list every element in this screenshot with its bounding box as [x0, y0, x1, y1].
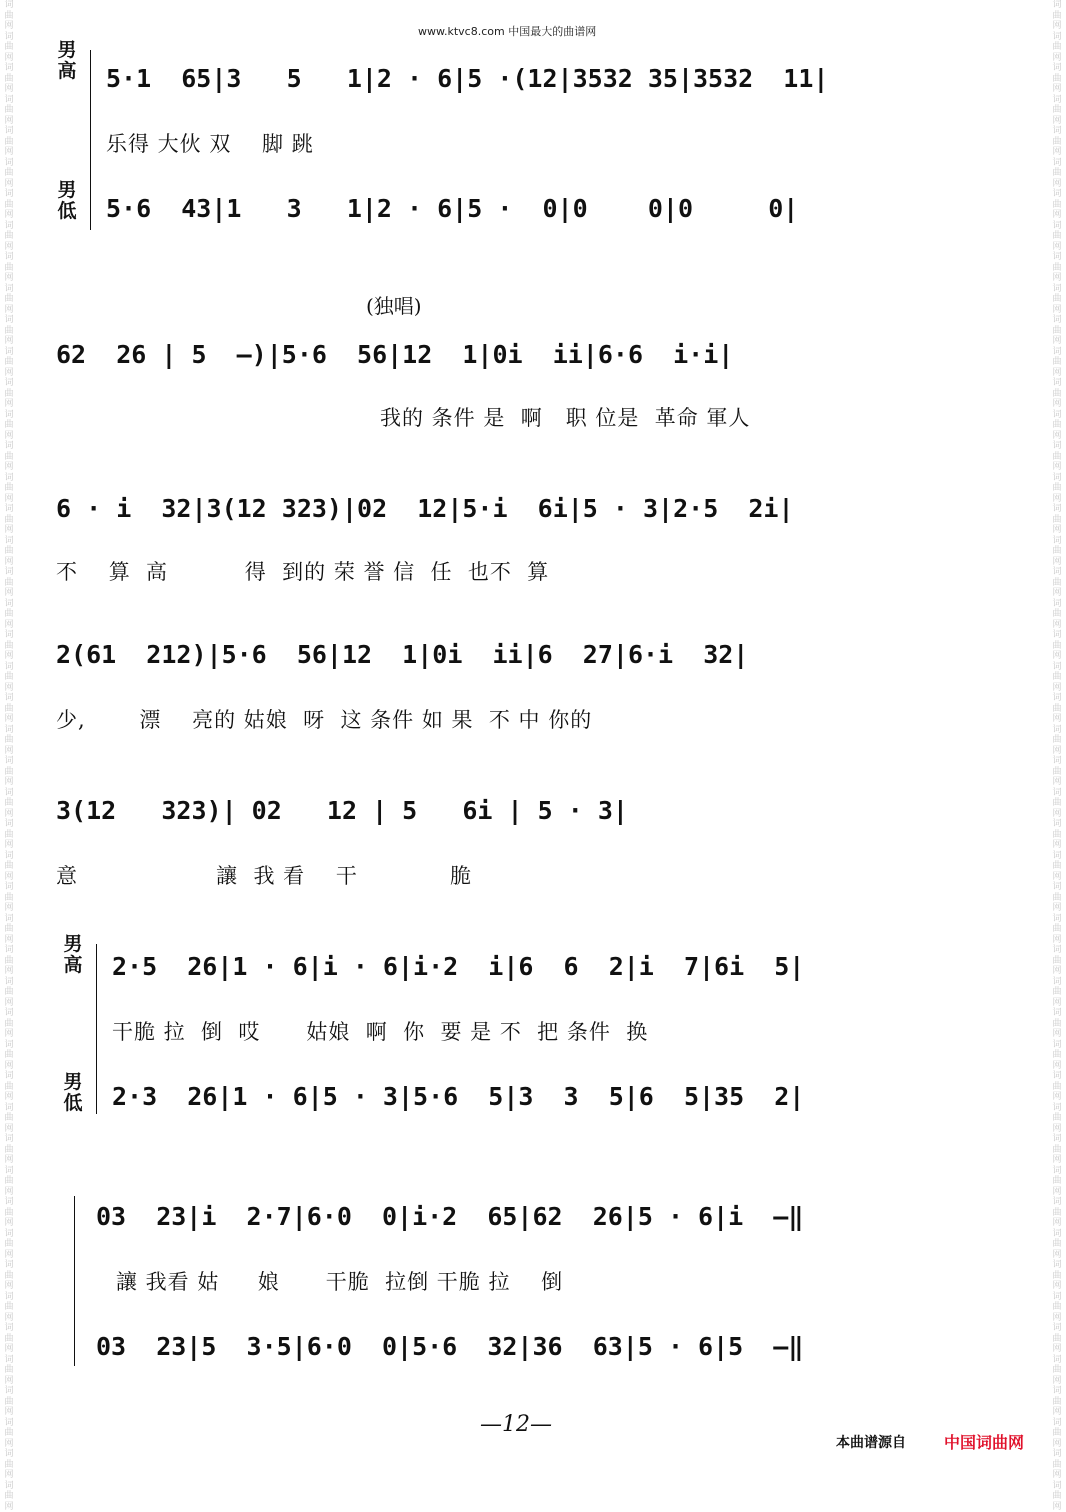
- lyric-line-6: 干脆 拉 倒 哎 姑娘 啊 你 要 是 不 把 条件 换: [112, 1020, 649, 1044]
- part-label-low-2: 男低: [63, 1071, 83, 1114]
- system-brace-1: [90, 50, 91, 230]
- notation-line-2: 62 26 | 5 —)|5·6 56|12 1|0i ii|6·6 i·i|: [56, 340, 734, 369]
- system-brace-2: [96, 944, 97, 1114]
- notation-line-3: 6 · i 32|3(12 323)|02 12|5·i 6i|5 · 3|2·5 2i|: [56, 494, 794, 523]
- notation-line-1-high: 5·1 65|3 5 1|2 · 6|5 ·(12|3532 35|3532 11|: [106, 64, 829, 93]
- notation-line-5: 3(12 323)| 02 12 | 5 6i | 5 · 3|: [56, 796, 628, 825]
- watermark-left: 词曲网词曲网词曲网词曲网词曲网词曲网词曲网词曲网词曲网词曲网词曲网词曲网词曲网词曲网词曲网词曲网词曲网词曲网词曲网词曲网词曲网词曲网词曲网词曲网词曲网词曲网词曲网词曲网词曲网词曲网词曲网词曲网词曲网词曲网词曲网词曲网词曲网词曲网词曲网词曲网词曲网词曲网词曲网词曲网词曲网词曲网词曲网词曲网: [4, 0, 14, 1512]
- lyric-line-4: 少, 漂 亮的 姑娘 呀 这 条件 如 果 不 中 你的: [56, 708, 593, 732]
- lyric-line-3: 不 算 高 得 到的 荣 誉 信 任 也不 算: [56, 560, 550, 584]
- notation-line-4: 2(61 212)|5·6 56|12 1|0i ii|6 27|6·i 32|: [56, 640, 749, 669]
- page-number: —12—: [480, 1412, 552, 1437]
- lyric-line-5: 意 讓 我 看 干 脆: [56, 864, 472, 888]
- notation-line-6-high: 2·5 26|1 · 6|i · 6|i·2 i|6 6 2|i 7|6i 5|: [112, 952, 805, 981]
- part-label-high-2: 男高: [63, 933, 83, 976]
- part-label-high-1: 男高: [57, 39, 77, 82]
- solo-label: (独唱): [366, 294, 422, 318]
- lyric-line-2: 我的 条件 是 啊 职 位是 革命 軍人: [380, 406, 751, 430]
- lyric-line-1: 乐得 大伙 双 脚 跳: [106, 132, 314, 156]
- site-header: www.ktvc8.com 中国最大的曲谱网: [418, 25, 597, 38]
- lyric-line-7: 讓 我看 姑 娘 干脆 拉倒 干脆 拉 倒: [116, 1270, 564, 1294]
- footer-site-link[interactable]: 中国词曲网: [944, 1433, 1025, 1452]
- system-brace-3: [74, 1196, 75, 1366]
- part-label-low-1: 男低: [57, 179, 77, 222]
- notation-line-7-low: 03 23|5 3·5|6·0 0|5·6 32|36 63|5 · 6|5 —‖: [96, 1332, 804, 1361]
- notation-line-6-low: 2·3 26|1 · 6|5 · 3|5·6 5|3 3 5|6 5|35 2|: [112, 1082, 805, 1111]
- notation-line-1-low: 5·6 43|1 3 1|2 · 6|5 · 0|0 0|0 0|: [106, 194, 799, 223]
- notation-line-7-high: 03 23|i 2·7|6·0 0|i·2 65|62 26|5 · 6|i —‖: [96, 1202, 804, 1231]
- footer-source-text: 本曲谱源自: [836, 1435, 906, 1451]
- watermark-right: 词曲网词曲网词曲网词曲网词曲网词曲网词曲网词曲网词曲网词曲网词曲网词曲网词曲网词曲网词曲网词曲网词曲网词曲网词曲网词曲网词曲网词曲网词曲网词曲网词曲网词曲网词曲网词曲网词曲网词曲网词曲网词曲网词曲网词曲网词曲网词曲网词曲网词曲网词曲网词曲网词曲网词曲网词曲网词曲网词曲网词曲网词曲网词曲网: [1052, 0, 1062, 1512]
